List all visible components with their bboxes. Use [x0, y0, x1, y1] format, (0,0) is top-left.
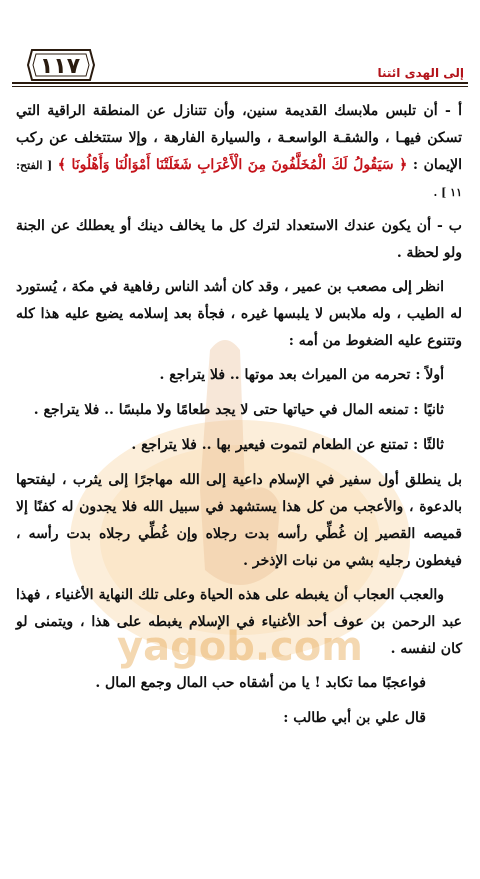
header-rule [12, 82, 468, 84]
paragraph-wonder: والعجب العجاب أن يغبطه على هذه الحياة وعلى تلك النهاية الأغنياء ، فهذا عبد الرحمن بن عوف أحد الأغنياء في الإسلام يغبطه على هذا ، ويتمنى لو كان لنفسه . [16, 587, 462, 657]
list-item-third: ثالثًا : تمتنع عن الطعام لتموت فيعير بها .. فلا يتراجع . [131, 437, 444, 453]
page-body [16, 98, 462, 740]
page-header [12, 52, 468, 84]
paragraph-quote-intro: قال علي بن أبي طالب : [283, 710, 426, 726]
list-item-second: ثانيًا : تمنعه المال في حياتها حتى لا يجد طعامًا ولا ملبسًا .. فلا يتراجع . [33, 402, 444, 418]
page-number: ١١٧ [39, 53, 81, 79]
paragraph-exclamation: فواعجبًا مما تكابد ! يا من أشقاه حب المال وجمع المال . [95, 675, 426, 691]
running-header-title: إلى الهدى ائتنا [377, 66, 464, 80]
quran-verse: ﴿ سَيَقُولُ لَكَ الْمُخَلَّفُونَ مِنَ الْأَعْرَابِ شَغَلَتْنَا أَمْوَالُنَا وَأَهْلُونَا ﴾ [57, 157, 408, 173]
verse-citation: [ الفتح: ١١ ] . [16, 159, 462, 199]
list-item-first: أولاً : تحرمه من الميراث بعد موتها .. فلا يتراجع . [159, 367, 444, 383]
paragraph-a [16, 98, 462, 206]
paragraph-b: ب - أن يكون عندك الاستعداد لترك كل ما يخالف دينك أو يعطلك عن الجنة ولو لحظة . [16, 218, 462, 261]
paragraph-a-text: أ - أن تلبس ملابسك القديمة سنين، وأن تتنازل عن المنطقة الراقية التي تسكن فيهـا ، والشقـة الواسعـة ، والسيارة الفارهة ، وإلا ستتخلف عن ركب الإيمان : [16, 103, 463, 173]
watermark-text: yagob.com [117, 624, 363, 670]
paragraph-martyrdom: بل ينطلق أول سفير في الإسلام داعية إلى الله مهاجرًا إلى يثرب ، ليفتحها بالدعوة ، والأعجب من كل هذا يستشهد في سبيل الله فلا يجدون له كفنًا إلا قميصه القصير إن غُطِّي رأسه بدت رجلاه وإن غُطِّي رجلاه بدت رأسه ، فيغطون رجليه بشي من نبات الإذخر . [16, 472, 462, 569]
header-rule-thin [12, 86, 468, 87]
paragraph-musab: انظر إلى مصعب بن عمير ، وقد كان أشد الناس رفاهية في مكة ، يُستورد له الطيب ، وله ملابس لا يلبسها غيره ، فجأة بعد إسلامه يضيع عليه هذا كله وتتنوع عليه الضغوط من أمه : [16, 279, 462, 349]
